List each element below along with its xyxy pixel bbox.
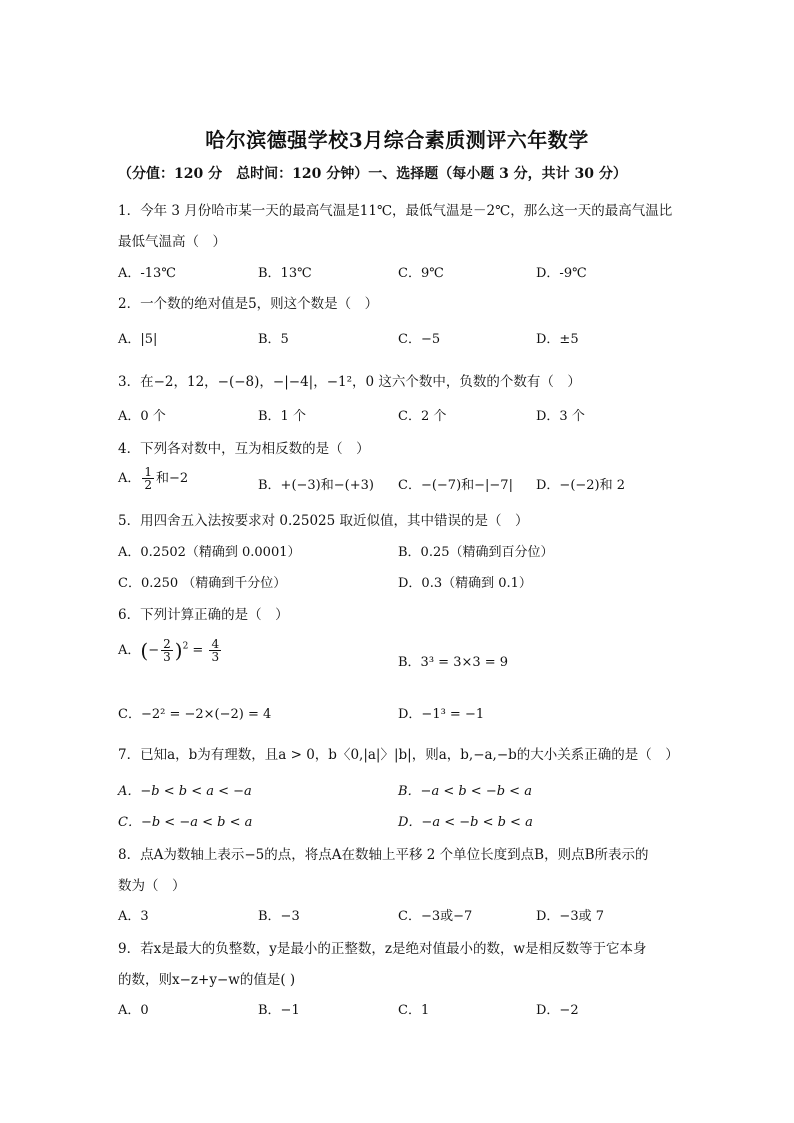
q3-option-a: A．0 个	[118, 409, 166, 424]
q1-option-b: B．13℃	[258, 266, 312, 281]
q8-option-b: B．−3	[258, 909, 300, 924]
q6-option-c: C．−2² = −2×(−2) = 4	[118, 707, 272, 722]
q6-fraction-left	[161, 638, 173, 663]
q1-stem-line2: 最低气温高（ ）	[118, 234, 226, 250]
q1-option-c: C．9℃	[398, 266, 444, 281]
q5-option-d: D．0.3（精确到 0.1）	[398, 576, 532, 591]
q6-right-paren: )	[174, 638, 183, 663]
q4-option-a	[118, 466, 188, 491]
q6-fraction-right-denominator: 3	[211, 650, 220, 664]
q2-option-d: D．±5	[536, 332, 579, 347]
q8-option-c: C．−3或−7	[398, 909, 473, 924]
q4-option-d: D．−(−2)和 2	[536, 478, 626, 493]
q3-option-b: B．1 个	[258, 409, 306, 424]
q4-option-a-label: A．	[118, 471, 141, 486]
q1-option-a: A．-13℃	[118, 266, 176, 281]
q4-fraction	[142, 466, 154, 491]
q7-stem: 7．已知a，b为有理数，且a > 0，b〈0,|a|〉|b|，则a，b,−a,−b的大小关系正确的是（ ）	[118, 747, 679, 763]
q1-option-d: D．-9℃	[536, 266, 587, 281]
q6-option-a: A．(− $\frac{2}{3}$ )$^2$ = $\frac{4}{3}$	[118, 637, 220, 664]
q7-option-c: C．−b < −a < b < a	[118, 815, 253, 830]
q2-option-b: B．5	[258, 332, 289, 347]
q9-option-b: B．−1	[258, 1003, 300, 1018]
q4-stem: 4．下列各对数中，互为相反数的是（ ）	[118, 441, 370, 457]
q6-stem: 6．下列计算正确的是（ ）	[118, 607, 289, 623]
q6-fraction-right-numerator: 4	[211, 637, 220, 651]
q5-option-b: B．0.25（精确到百分位）	[398, 545, 554, 560]
q8-stem-line1: 8．点A为数轴上表示−5的点，将点A在数轴上平移 2 个单位长度到点B，则点B所表示的	[118, 847, 649, 863]
q3-stem: 3．在−2，12，−(−8)，−|−4|，−1²，0 这六个数中，负数的个数有（ ）	[118, 374, 581, 390]
q6-option-d: D．−1³ = −1	[398, 707, 485, 722]
q5-option-c: C．0.250 （精确到千分位）	[118, 576, 287, 591]
q9-option-d: D．−2	[536, 1003, 579, 1018]
q4-option-c: C．−(−7)和−|−7|	[398, 478, 513, 493]
exam-subtitle: （分值：120 分 总时间：120 分钟）一、选择题（每小题 3 分，共计 30 分）	[118, 166, 627, 182]
q3-option-d: D．3 个	[536, 409, 585, 424]
q9-option-a: A．0	[118, 1003, 149, 1018]
q6-option-a-label: A．	[118, 643, 141, 658]
q2-option-a: A．|5|	[118, 332, 158, 347]
q8-stem-line2: 数为（ ）	[118, 878, 186, 894]
q6-fraction-right	[209, 638, 221, 663]
q5-stem: 5．用四舍五入法按要求对 0.25025 取近似值，其中错误的是（ ）	[118, 513, 529, 529]
q7-option-b: B．−a < b < −b < a	[398, 784, 532, 799]
q6-option-b: B．3³ = 3×3 = 9	[398, 655, 509, 670]
q9-option-c: C．1	[398, 1003, 430, 1018]
q7-option-d: D．−a < −b < b < a	[398, 815, 533, 830]
q9-stem-line2: 的数，则x−z+y−w的值是( )	[118, 972, 296, 988]
q8-option-d: D．−3或 7	[536, 909, 604, 924]
q6-left-paren: (	[140, 638, 149, 663]
q4-option-a-rest: 和−2	[156, 471, 189, 486]
q1-stem-line1: 1．今年 3 月份哈市某一天的最高气温是11℃，最低气温是－2℃，那么这一天的最高气温比	[118, 203, 673, 219]
q4-fraction-denominator: 2	[144, 478, 153, 492]
q5-option-a: A．0.2502（精确到 0.0001）	[118, 545, 301, 560]
q7-option-a: A．−b < b < a < −a	[118, 784, 252, 799]
q9-stem-line1: 9．若x是最大的负整数，y是最小的正整数，z是绝对值最小的数，w是相反数等于它本身	[118, 941, 647, 957]
q6-fraction-left-numerator: 2	[163, 637, 171, 651]
q8-option-a: A．3	[118, 909, 149, 924]
q4-option-b: B．+(−3)和−(+3)	[258, 478, 374, 493]
q2-stem: 2．一个数的绝对值是5，则这个数是（ ）	[118, 296, 379, 312]
q6-fraction-left-denominator: 3	[163, 650, 171, 664]
q2-option-c: C．−5	[398, 332, 441, 347]
q3-option-c: C．2 个	[398, 409, 447, 424]
q6-exponent: 2	[182, 641, 189, 652]
exam-title: 哈尔滨德强学校3月综合素质测评六年数学	[205, 128, 589, 152]
q4-fraction-numerator: 1	[144, 465, 153, 479]
